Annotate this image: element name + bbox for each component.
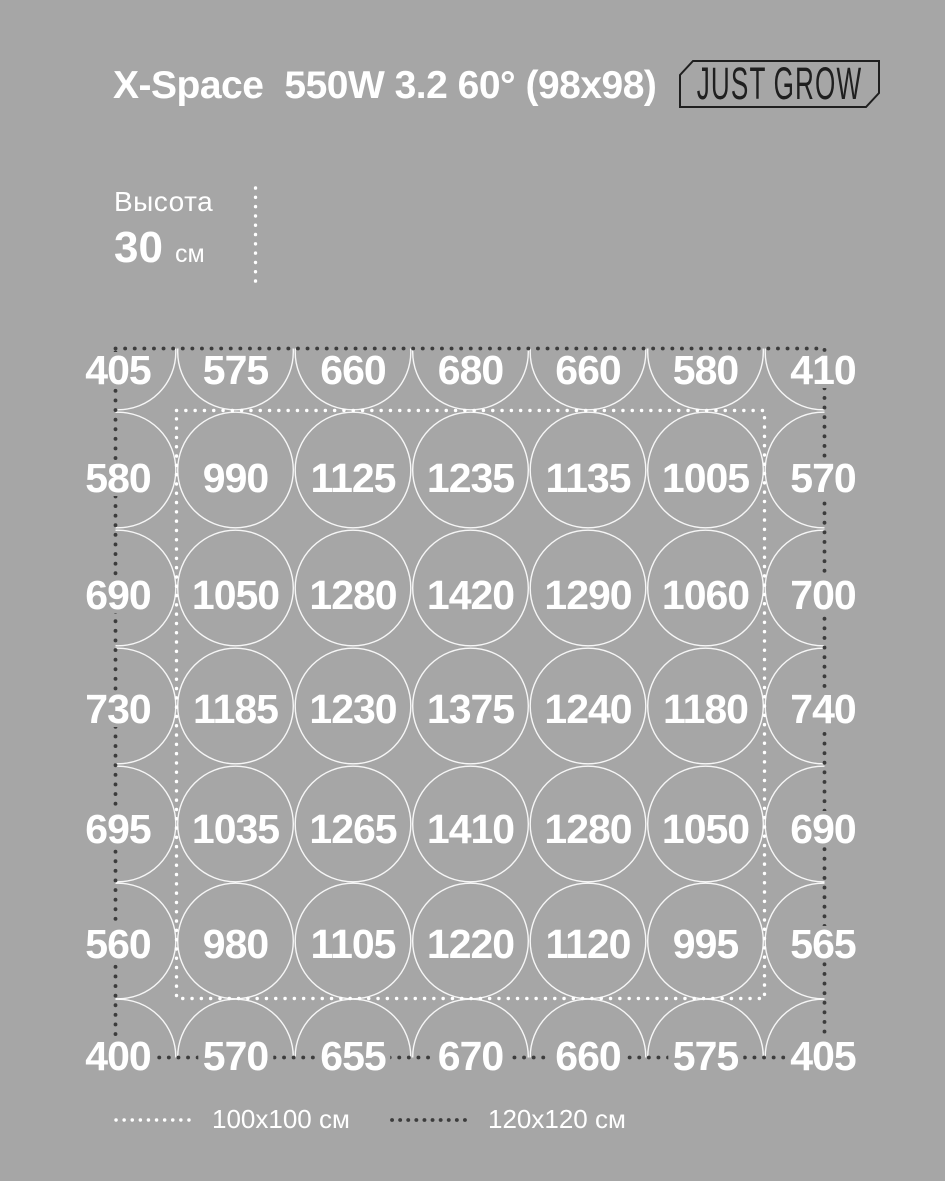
ppfd-value: 990 <box>198 460 273 496</box>
ppfd-value: 660 <box>550 1038 625 1074</box>
ppfd-value: 1280 <box>539 811 636 847</box>
ppfd-value: 1235 <box>422 460 519 496</box>
legend-swatch-100 <box>113 1116 197 1124</box>
ppfd-value: 1375 <box>422 691 519 727</box>
height-label: Высота <box>114 186 214 217</box>
ppfd-value: 1050 <box>657 811 754 847</box>
ppfd-value: 1280 <box>304 577 401 613</box>
ppfd-value: 400 <box>80 1038 155 1074</box>
ppfd-value: 580 <box>80 460 155 496</box>
ppfd-value: 660 <box>315 352 390 388</box>
page-title <box>113 64 656 108</box>
ppfd-value: 690 <box>80 577 155 613</box>
ppfd-value: 1230 <box>304 691 401 727</box>
ppfd-value: 1120 <box>541 926 636 962</box>
legend-item-120 <box>389 1104 626 1135</box>
ppfd-value: 1105 <box>306 926 401 962</box>
ppfd-value: 1035 <box>187 811 284 847</box>
ppfd-value: 1125 <box>306 460 401 496</box>
ppfd-value: 575 <box>668 1038 743 1074</box>
ppfd-value: 1180 <box>658 691 753 727</box>
ppfd-value: 570 <box>198 1038 273 1074</box>
justgrow-logo <box>679 60 880 108</box>
ppfd-value: 1060 <box>657 577 754 613</box>
ppfd-value: 995 <box>668 926 743 962</box>
ppfd-value: 570 <box>785 460 860 496</box>
ppfd-value: 405 <box>785 1038 860 1074</box>
ppfd-value: 1005 <box>657 460 754 496</box>
ppfd-value: 580 <box>668 352 743 388</box>
ppfd-value: 575 <box>198 352 273 388</box>
title-spec: 550W 3.2 60° (98x98) <box>284 64 657 107</box>
ppfd-value: 410 <box>785 352 860 388</box>
height-value: 30 <box>114 223 163 272</box>
ppfd-value: 730 <box>80 691 155 727</box>
legend-item-100 <box>113 1104 350 1135</box>
ppfd-value: 695 <box>80 811 155 847</box>
ppfd-value: 680 <box>433 352 508 388</box>
ppfd-value: 670 <box>433 1038 508 1074</box>
ppfd-value: 660 <box>550 352 625 388</box>
legend-label-120: 120x120 см <box>488 1104 626 1134</box>
height-block <box>114 186 213 270</box>
ppfd-value: 700 <box>785 577 860 613</box>
ppfd-value: 690 <box>785 811 860 847</box>
ppfd-value: 1265 <box>304 811 401 847</box>
ppfd-value: 1220 <box>422 926 519 962</box>
ppfd-value: 405 <box>80 352 155 388</box>
ppfd-value: 1050 <box>187 577 284 613</box>
legend-swatch-120 <box>389 1116 473 1124</box>
ppfd-value: 740 <box>785 691 860 727</box>
ppfd-value: 655 <box>315 1038 390 1074</box>
title-product: X-Space <box>113 64 264 107</box>
ppfd-value: 1410 <box>422 811 519 847</box>
logo-text-right: GROW <box>773 58 863 109</box>
ppfd-value: 565 <box>785 926 860 962</box>
ppfd-value: 1240 <box>539 691 636 727</box>
ppfd-value: 1185 <box>188 691 283 727</box>
ppfd-value: 560 <box>80 926 155 962</box>
height-unit: см <box>174 240 205 268</box>
ppfd-value: 980 <box>198 926 273 962</box>
legend-label-100: 100x100 см <box>212 1104 350 1134</box>
ppfd-value: 1135 <box>541 460 636 496</box>
logo-text <box>696 58 863 109</box>
logo-text-left: JUST <box>696 58 767 109</box>
ppfd-value: 1420 <box>422 577 519 613</box>
ppfd-value: 1290 <box>539 577 636 613</box>
